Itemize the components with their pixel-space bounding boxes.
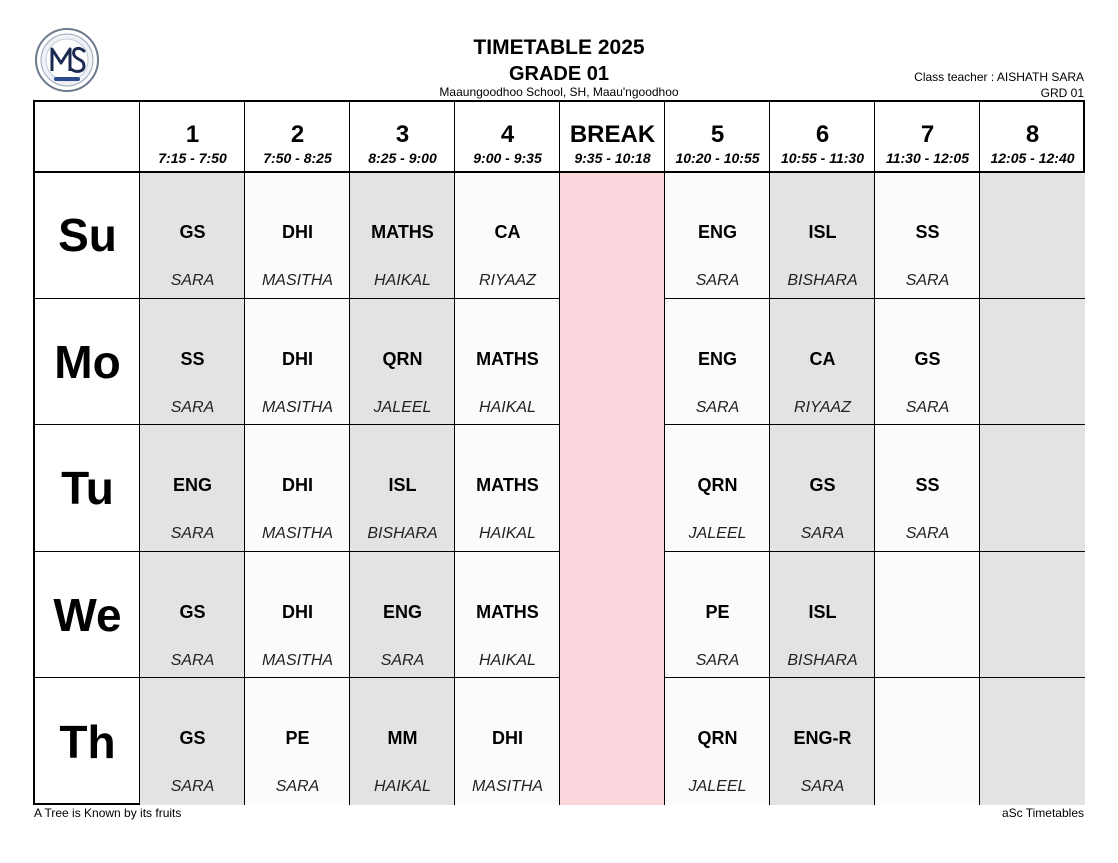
lesson-cell bbox=[140, 425, 245, 552]
lesson-cell bbox=[875, 425, 980, 552]
subject-label: SS bbox=[180, 348, 205, 369]
lesson-cell bbox=[770, 552, 875, 679]
teacher-label: BISHARA bbox=[367, 525, 438, 543]
period-time: 9:35 - 10:18 bbox=[574, 150, 651, 166]
day-label: Mo bbox=[54, 335, 121, 388]
period-label: 7 bbox=[920, 121, 935, 148]
lesson-cell bbox=[245, 552, 350, 679]
period-header bbox=[665, 102, 770, 172]
period-time: 10:20 - 10:55 bbox=[675, 150, 760, 166]
lesson-cell bbox=[350, 552, 455, 679]
subject-label: DHI bbox=[282, 222, 313, 242]
teacher-label: MASITHA bbox=[471, 778, 544, 796]
subject-label: DHI bbox=[282, 475, 313, 496]
teacher-label: MASITHA bbox=[261, 398, 334, 416]
teacher-label: SARA bbox=[800, 778, 845, 796]
lesson-cell bbox=[245, 425, 350, 552]
subject-label: GS bbox=[179, 222, 206, 242]
break-cell bbox=[560, 425, 665, 552]
column-divider bbox=[664, 102, 665, 805]
lesson-cell bbox=[665, 552, 770, 679]
period-label: 3 bbox=[395, 121, 410, 148]
period-time: 9:00 - 9:35 bbox=[473, 150, 542, 166]
subject-label: CA bbox=[809, 348, 836, 369]
teacher-label: MASITHA bbox=[261, 525, 334, 543]
teacher-label: SARA bbox=[905, 525, 950, 543]
lesson-cell bbox=[350, 299, 455, 426]
period-time: 7:15 - 7:50 bbox=[158, 150, 227, 166]
column-divider bbox=[349, 102, 350, 805]
period-label: 6 bbox=[815, 121, 830, 148]
subject-label: GS bbox=[914, 348, 941, 369]
subject-label: ENG bbox=[697, 348, 737, 369]
lesson-cell bbox=[455, 678, 560, 805]
lesson-cell bbox=[140, 172, 245, 299]
lesson-cell bbox=[455, 425, 560, 552]
lesson-cell bbox=[665, 425, 770, 552]
teacher-label: HAIKAL bbox=[479, 525, 536, 543]
break-cell bbox=[560, 172, 665, 299]
lesson-cell bbox=[770, 299, 875, 426]
lesson-cell bbox=[455, 552, 560, 679]
period-header bbox=[140, 102, 245, 172]
lesson-cell bbox=[875, 172, 980, 299]
period-header bbox=[350, 102, 455, 172]
subject-label: SS bbox=[915, 475, 940, 496]
school-name: Maaungoodhoo School, SH, Maau'ngoodhoo bbox=[439, 85, 679, 99]
teacher-label: RIYAAZ bbox=[479, 272, 536, 289]
subject-label: DHI bbox=[282, 601, 313, 622]
column-divider bbox=[769, 102, 770, 805]
teacher-label: SARA bbox=[905, 398, 950, 416]
row-divider bbox=[665, 551, 1085, 552]
timetable-grid bbox=[33, 100, 1085, 805]
period-label: 5 bbox=[710, 121, 725, 148]
teacher-label: SARA bbox=[170, 525, 215, 543]
lesson-cell bbox=[875, 678, 980, 805]
teacher-label: SARA bbox=[695, 398, 740, 416]
lesson-cell bbox=[665, 678, 770, 805]
subject-label: ENG bbox=[697, 222, 737, 242]
row-divider bbox=[35, 551, 560, 552]
teacher-label: HAIKAL bbox=[374, 272, 431, 289]
lesson-cell bbox=[350, 425, 455, 552]
break-cell bbox=[560, 678, 665, 805]
period-label: 4 bbox=[500, 121, 515, 148]
lesson-cell bbox=[770, 172, 875, 299]
lesson-cell bbox=[980, 678, 1085, 805]
lesson-cell bbox=[350, 172, 455, 299]
footer-software: aSc Timetables bbox=[1001, 806, 1084, 820]
teacher-label: HAIKAL bbox=[479, 651, 536, 669]
lesson-cell bbox=[980, 299, 1085, 426]
subject-label: MM bbox=[387, 728, 418, 749]
subject-label: MATHS bbox=[476, 475, 539, 496]
lesson-cell bbox=[665, 172, 770, 299]
footer-motto: A Tree is Known by its fruits bbox=[34, 806, 182, 820]
lesson-cell bbox=[140, 678, 245, 805]
teacher-label: SARA bbox=[380, 651, 425, 669]
row-divider bbox=[35, 677, 560, 678]
subject-label: SS bbox=[915, 222, 940, 242]
subject-label: CA bbox=[494, 222, 521, 242]
day-label: Th bbox=[59, 715, 116, 768]
teacher-label: SARA bbox=[170, 272, 215, 289]
subject-label: PE bbox=[705, 601, 730, 622]
row-divider bbox=[665, 298, 1085, 299]
period-header bbox=[875, 102, 980, 172]
subject-label: ISL bbox=[808, 222, 837, 242]
break-cell bbox=[560, 299, 665, 426]
subject-label: PE bbox=[285, 728, 310, 749]
lesson-cell bbox=[875, 552, 980, 679]
period-label: 8 bbox=[1025, 121, 1040, 148]
teacher-label: SARA bbox=[275, 778, 320, 796]
column-divider bbox=[244, 102, 245, 805]
lesson-cell bbox=[875, 299, 980, 426]
lesson-cell bbox=[245, 678, 350, 805]
day-label: Tu bbox=[61, 462, 114, 515]
subject-label: QRN bbox=[382, 348, 423, 369]
teacher-label: RIYAAZ bbox=[794, 398, 851, 416]
subject-label: ENG bbox=[382, 601, 422, 622]
period-header bbox=[245, 102, 350, 172]
subject-label: MATHS bbox=[476, 601, 539, 622]
teacher-label: SARA bbox=[695, 272, 740, 289]
row-divider bbox=[665, 424, 1085, 425]
period-label: 2 bbox=[290, 121, 305, 148]
row-divider bbox=[665, 677, 1085, 678]
teacher-label: SARA bbox=[905, 272, 950, 289]
period-time: 11:30 - 12:05 bbox=[885, 150, 969, 166]
column-divider bbox=[139, 102, 140, 805]
teacher-label: JALEEL bbox=[373, 398, 432, 416]
subject-label: QRN bbox=[697, 475, 738, 496]
column-divider bbox=[874, 102, 875, 805]
lesson-cell bbox=[980, 172, 1085, 299]
teacher-label: MASITHA bbox=[261, 651, 334, 669]
subject-label: GS bbox=[809, 475, 836, 496]
lesson-cell bbox=[245, 172, 350, 299]
lesson-cell bbox=[350, 678, 455, 805]
period-header bbox=[980, 102, 1085, 172]
subject-label: ENG bbox=[172, 475, 212, 496]
subject-label: ENG-R bbox=[793, 728, 852, 749]
lesson-cell bbox=[770, 678, 875, 805]
subject-label: DHI bbox=[282, 348, 313, 369]
teacher-label: BISHARA bbox=[787, 272, 858, 289]
subject-label: MATHS bbox=[476, 348, 539, 369]
lesson-cell bbox=[665, 299, 770, 426]
period-time: 8:25 - 9:00 bbox=[368, 150, 437, 166]
subject-label: DHI bbox=[492, 728, 523, 749]
lesson-cell bbox=[140, 299, 245, 426]
grade-title: GRADE 01 bbox=[508, 63, 610, 85]
teacher-label: BISHARA bbox=[787, 651, 858, 669]
teacher-label: SARA bbox=[170, 398, 215, 416]
header-divider bbox=[35, 171, 1085, 173]
teacher-label: HAIKAL bbox=[479, 398, 536, 416]
period-label: BREAK bbox=[569, 121, 656, 148]
teacher-label: JALEEL bbox=[688, 778, 747, 796]
teacher-label: SARA bbox=[170, 778, 215, 796]
lesson-cell bbox=[245, 299, 350, 426]
period-time: 7:50 - 8:25 bbox=[263, 150, 332, 166]
subject-label: GS bbox=[179, 601, 206, 622]
row-divider bbox=[35, 424, 560, 425]
teacher-label: SARA bbox=[170, 651, 215, 669]
teacher-label: JALEEL bbox=[688, 525, 747, 543]
lesson-cell bbox=[980, 425, 1085, 552]
subject-label: ISL bbox=[808, 601, 837, 622]
lesson-cell bbox=[455, 299, 560, 426]
page-title: TIMETABLE 2025 bbox=[473, 36, 645, 59]
period-header bbox=[455, 102, 560, 172]
teacher-label: SARA bbox=[695, 651, 740, 669]
day-label: Su bbox=[58, 209, 117, 262]
teacher-label: HAIKAL bbox=[374, 778, 431, 796]
row-divider bbox=[35, 298, 560, 299]
lesson-cell bbox=[770, 425, 875, 552]
period-label: 1 bbox=[185, 121, 200, 148]
class-teacher: Class teacher : AISHATH SARA bbox=[914, 70, 1084, 84]
column-divider bbox=[454, 102, 455, 805]
lesson-cell bbox=[455, 172, 560, 299]
subject-label: GS bbox=[179, 728, 206, 749]
period-time: 10:55 - 11:30 bbox=[780, 150, 864, 166]
subject-label: QRN bbox=[697, 728, 738, 749]
column-divider bbox=[559, 102, 560, 805]
lesson-cell bbox=[140, 552, 245, 679]
period-header bbox=[560, 102, 665, 172]
column-divider bbox=[979, 102, 980, 805]
teacher-label: MASITHA bbox=[261, 272, 334, 289]
teacher-label: SARA bbox=[800, 525, 845, 543]
period-time: 12:05 - 12:40 bbox=[990, 150, 1075, 166]
period-header bbox=[770, 102, 875, 172]
subject-label: MATHS bbox=[371, 222, 434, 242]
lesson-cell bbox=[980, 552, 1085, 679]
day-label: We bbox=[53, 589, 122, 642]
subject-label: ISL bbox=[388, 475, 417, 496]
class-code: GRD 01 bbox=[1040, 86, 1084, 100]
break-cell bbox=[560, 552, 665, 679]
